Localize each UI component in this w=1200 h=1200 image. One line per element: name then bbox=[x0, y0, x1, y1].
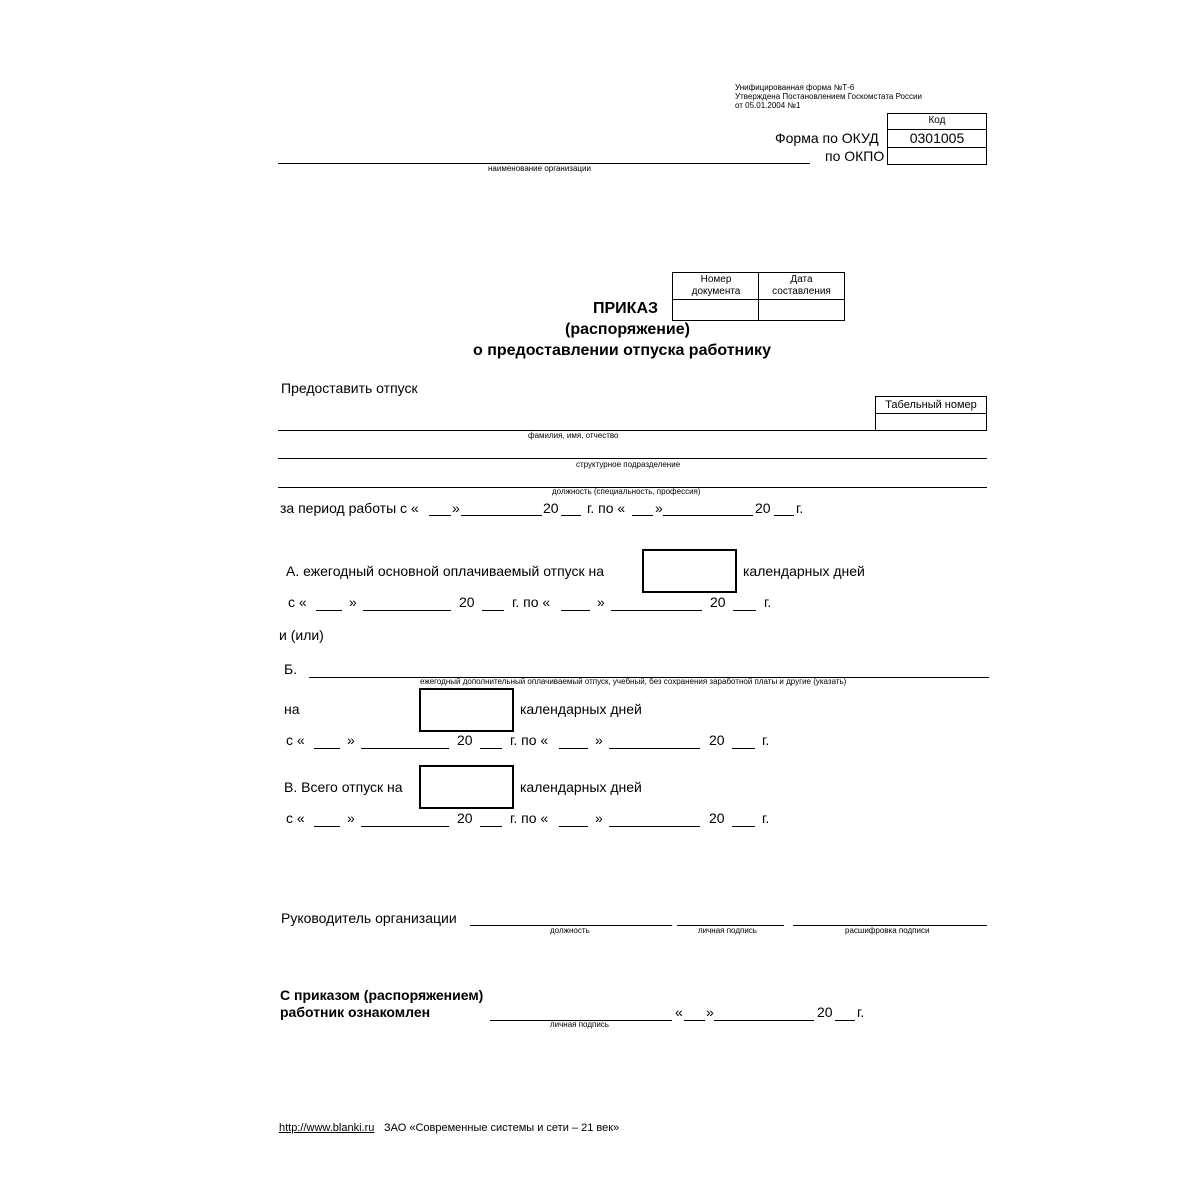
title-subject: о предоставлении отпуска работнику bbox=[473, 342, 771, 359]
ack-year-suffix: г. bbox=[857, 1004, 865, 1020]
ack-day-field[interactable] bbox=[684, 1020, 705, 1021]
ack-year-field[interactable] bbox=[835, 1020, 855, 1021]
section-b-from-year-prefix: 20 bbox=[457, 732, 473, 748]
section-a-quote: » bbox=[349, 594, 357, 610]
position-caption: должность (специальность, профессия) bbox=[552, 487, 701, 496]
department-field[interactable] bbox=[278, 458, 987, 459]
section-a-to-day-field[interactable] bbox=[561, 610, 590, 611]
section-b-to: г. по « bbox=[510, 732, 549, 748]
section-c-to-year-field[interactable] bbox=[732, 826, 755, 827]
head-label: Руководитель организации bbox=[281, 910, 457, 926]
period-to-label: г. по « bbox=[587, 500, 626, 516]
doc-table-vdivider bbox=[758, 272, 759, 321]
okpo-label: по ОКПО bbox=[825, 148, 885, 164]
period-quote-close: » bbox=[452, 500, 460, 516]
section-b-quote: » bbox=[347, 732, 355, 748]
section-a-from-year-prefix: 20 bbox=[459, 594, 475, 610]
ack-year-prefix: 20 bbox=[817, 1004, 833, 1020]
section-c-from-year-field[interactable] bbox=[480, 826, 502, 827]
section-a-to-month-field[interactable] bbox=[611, 610, 702, 611]
section-b-days-field[interactable] bbox=[419, 688, 514, 732]
section-b-caption: ежегодный дополнительный оплачиваемый отпуск, учебный, без сохранения заработной платы и другие (указать) bbox=[420, 677, 847, 686]
section-c-to-year-prefix: 20 bbox=[709, 810, 725, 826]
ack-month-field[interactable] bbox=[714, 1020, 814, 1021]
period-from-year-prefix: 20 bbox=[543, 500, 559, 516]
section-a-to: г. по « bbox=[512, 594, 551, 610]
ack-signature-caption: личная подпись bbox=[550, 1020, 609, 1029]
section-c-from-day-field[interactable] bbox=[314, 826, 340, 827]
section-c-quote-2: » bbox=[595, 810, 603, 826]
section-a-days-label: календарных дней bbox=[743, 563, 865, 579]
ack-quote-close: » bbox=[706, 1004, 714, 1020]
section-c-from: с « bbox=[286, 810, 305, 826]
section-b-quote-2: » bbox=[595, 732, 603, 748]
grant-leave-label: Предоставить отпуск bbox=[281, 380, 418, 396]
section-c-to: г. по « bbox=[510, 810, 549, 826]
okud-code-value[interactable]: 0301005 bbox=[909, 130, 965, 146]
ack-line2: работник ознакомлен bbox=[280, 1004, 431, 1020]
section-c-quote: » bbox=[347, 810, 355, 826]
section-a-from: с « bbox=[288, 594, 307, 610]
section-c-to-month-field[interactable] bbox=[609, 826, 700, 827]
section-b-from-year-field[interactable] bbox=[480, 748, 502, 749]
section-c-days-field[interactable] bbox=[419, 765, 514, 809]
section-c-from-month-field[interactable] bbox=[361, 826, 449, 827]
form-name-line2: Утверждена Постановлением Госкомстата России bbox=[735, 92, 922, 101]
section-b-na: на bbox=[284, 701, 300, 717]
fio-caption: фамилия, имя, отчество bbox=[528, 431, 619, 440]
head-position-caption: должность bbox=[550, 926, 590, 935]
section-b-days-label: календарных дней bbox=[520, 701, 642, 717]
section-a-to-year-prefix: 20 bbox=[710, 594, 726, 610]
section-a-days-field[interactable] bbox=[642, 549, 737, 593]
period-to-day-field[interactable] bbox=[632, 515, 653, 516]
section-a-from-day-field[interactable] bbox=[316, 610, 342, 611]
section-c-from-year-prefix: 20 bbox=[457, 810, 473, 826]
head-signature-caption: личная подпись bbox=[698, 926, 757, 935]
form-name-line3: от 05.01.2004 №1 bbox=[735, 101, 801, 110]
section-a-to-year-field[interactable] bbox=[733, 610, 756, 611]
period-from-day-field[interactable] bbox=[429, 515, 451, 516]
section-c-to-day-field[interactable] bbox=[559, 826, 588, 827]
doc-date-header: Дата составления bbox=[772, 274, 831, 297]
period-quote-close-2: » bbox=[655, 500, 663, 516]
period-to-month-field[interactable] bbox=[663, 515, 753, 516]
section-b-to-year-field[interactable] bbox=[732, 748, 755, 749]
code-divider-2 bbox=[887, 147, 987, 148]
period-to-year-field[interactable] bbox=[774, 515, 794, 516]
section-b-to-month-field[interactable] bbox=[609, 748, 700, 749]
section-c-days-label: календарных дней bbox=[520, 779, 642, 795]
section-a-from-year-field[interactable] bbox=[482, 610, 504, 611]
footer-link[interactable]: http://www.blanki.ru bbox=[279, 1122, 375, 1134]
organization-caption: наименование организации bbox=[488, 164, 591, 173]
section-b-to-day-field[interactable] bbox=[559, 748, 588, 749]
tab-number-divider bbox=[875, 413, 987, 414]
form-name-line1: Унифицированная форма №Т-6 bbox=[735, 83, 855, 92]
section-c-label: В. Всего отпуск на bbox=[284, 779, 403, 795]
and-or-label: и (или) bbox=[279, 627, 324, 643]
section-b-to-year-prefix: 20 bbox=[709, 732, 725, 748]
title-rasporyazhenie: (распоряжение) bbox=[565, 321, 690, 338]
period-year-suffix: г. bbox=[796, 500, 804, 516]
section-a-year-suffix: г. bbox=[764, 594, 772, 610]
tab-number-header: Табельный номер bbox=[885, 399, 977, 411]
period-from-year-field[interactable] bbox=[561, 515, 581, 516]
department-caption: структурное подразделение bbox=[576, 460, 681, 469]
section-c-year-suffix: г. bbox=[762, 810, 770, 826]
footer-company: ЗАО «Современные системы и сети – 21 век» bbox=[384, 1122, 620, 1134]
doc-number-header: Номер документа bbox=[691, 274, 741, 297]
period-from-month-field[interactable] bbox=[461, 515, 542, 516]
section-a-from-month-field[interactable] bbox=[363, 610, 451, 611]
okud-label: Форма по ОКУД bbox=[775, 130, 879, 146]
section-a-quote-2: » bbox=[597, 594, 605, 610]
ack-quote-open: « bbox=[675, 1004, 683, 1020]
title-prikaz: ПРИКАЗ bbox=[593, 300, 659, 317]
section-b-from-day-field[interactable] bbox=[314, 748, 340, 749]
section-b-label: Б. bbox=[284, 661, 298, 677]
section-b-year-suffix: г. bbox=[762, 732, 770, 748]
doc-table-hdivider bbox=[672, 299, 845, 300]
code-label: Код bbox=[928, 115, 946, 126]
ack-line1: С приказом (распоряжением) bbox=[280, 987, 484, 1003]
section-b-from-month-field[interactable] bbox=[361, 748, 449, 749]
section-b-from: с « bbox=[286, 732, 305, 748]
section-a-label: А. ежегодный основной оплачиваемый отпуск на bbox=[286, 563, 605, 579]
head-decoding-caption: расшифровка подписи bbox=[845, 926, 930, 935]
period-to-year-prefix: 20 bbox=[755, 500, 771, 516]
period-prefix: за период работы с « bbox=[280, 500, 419, 516]
